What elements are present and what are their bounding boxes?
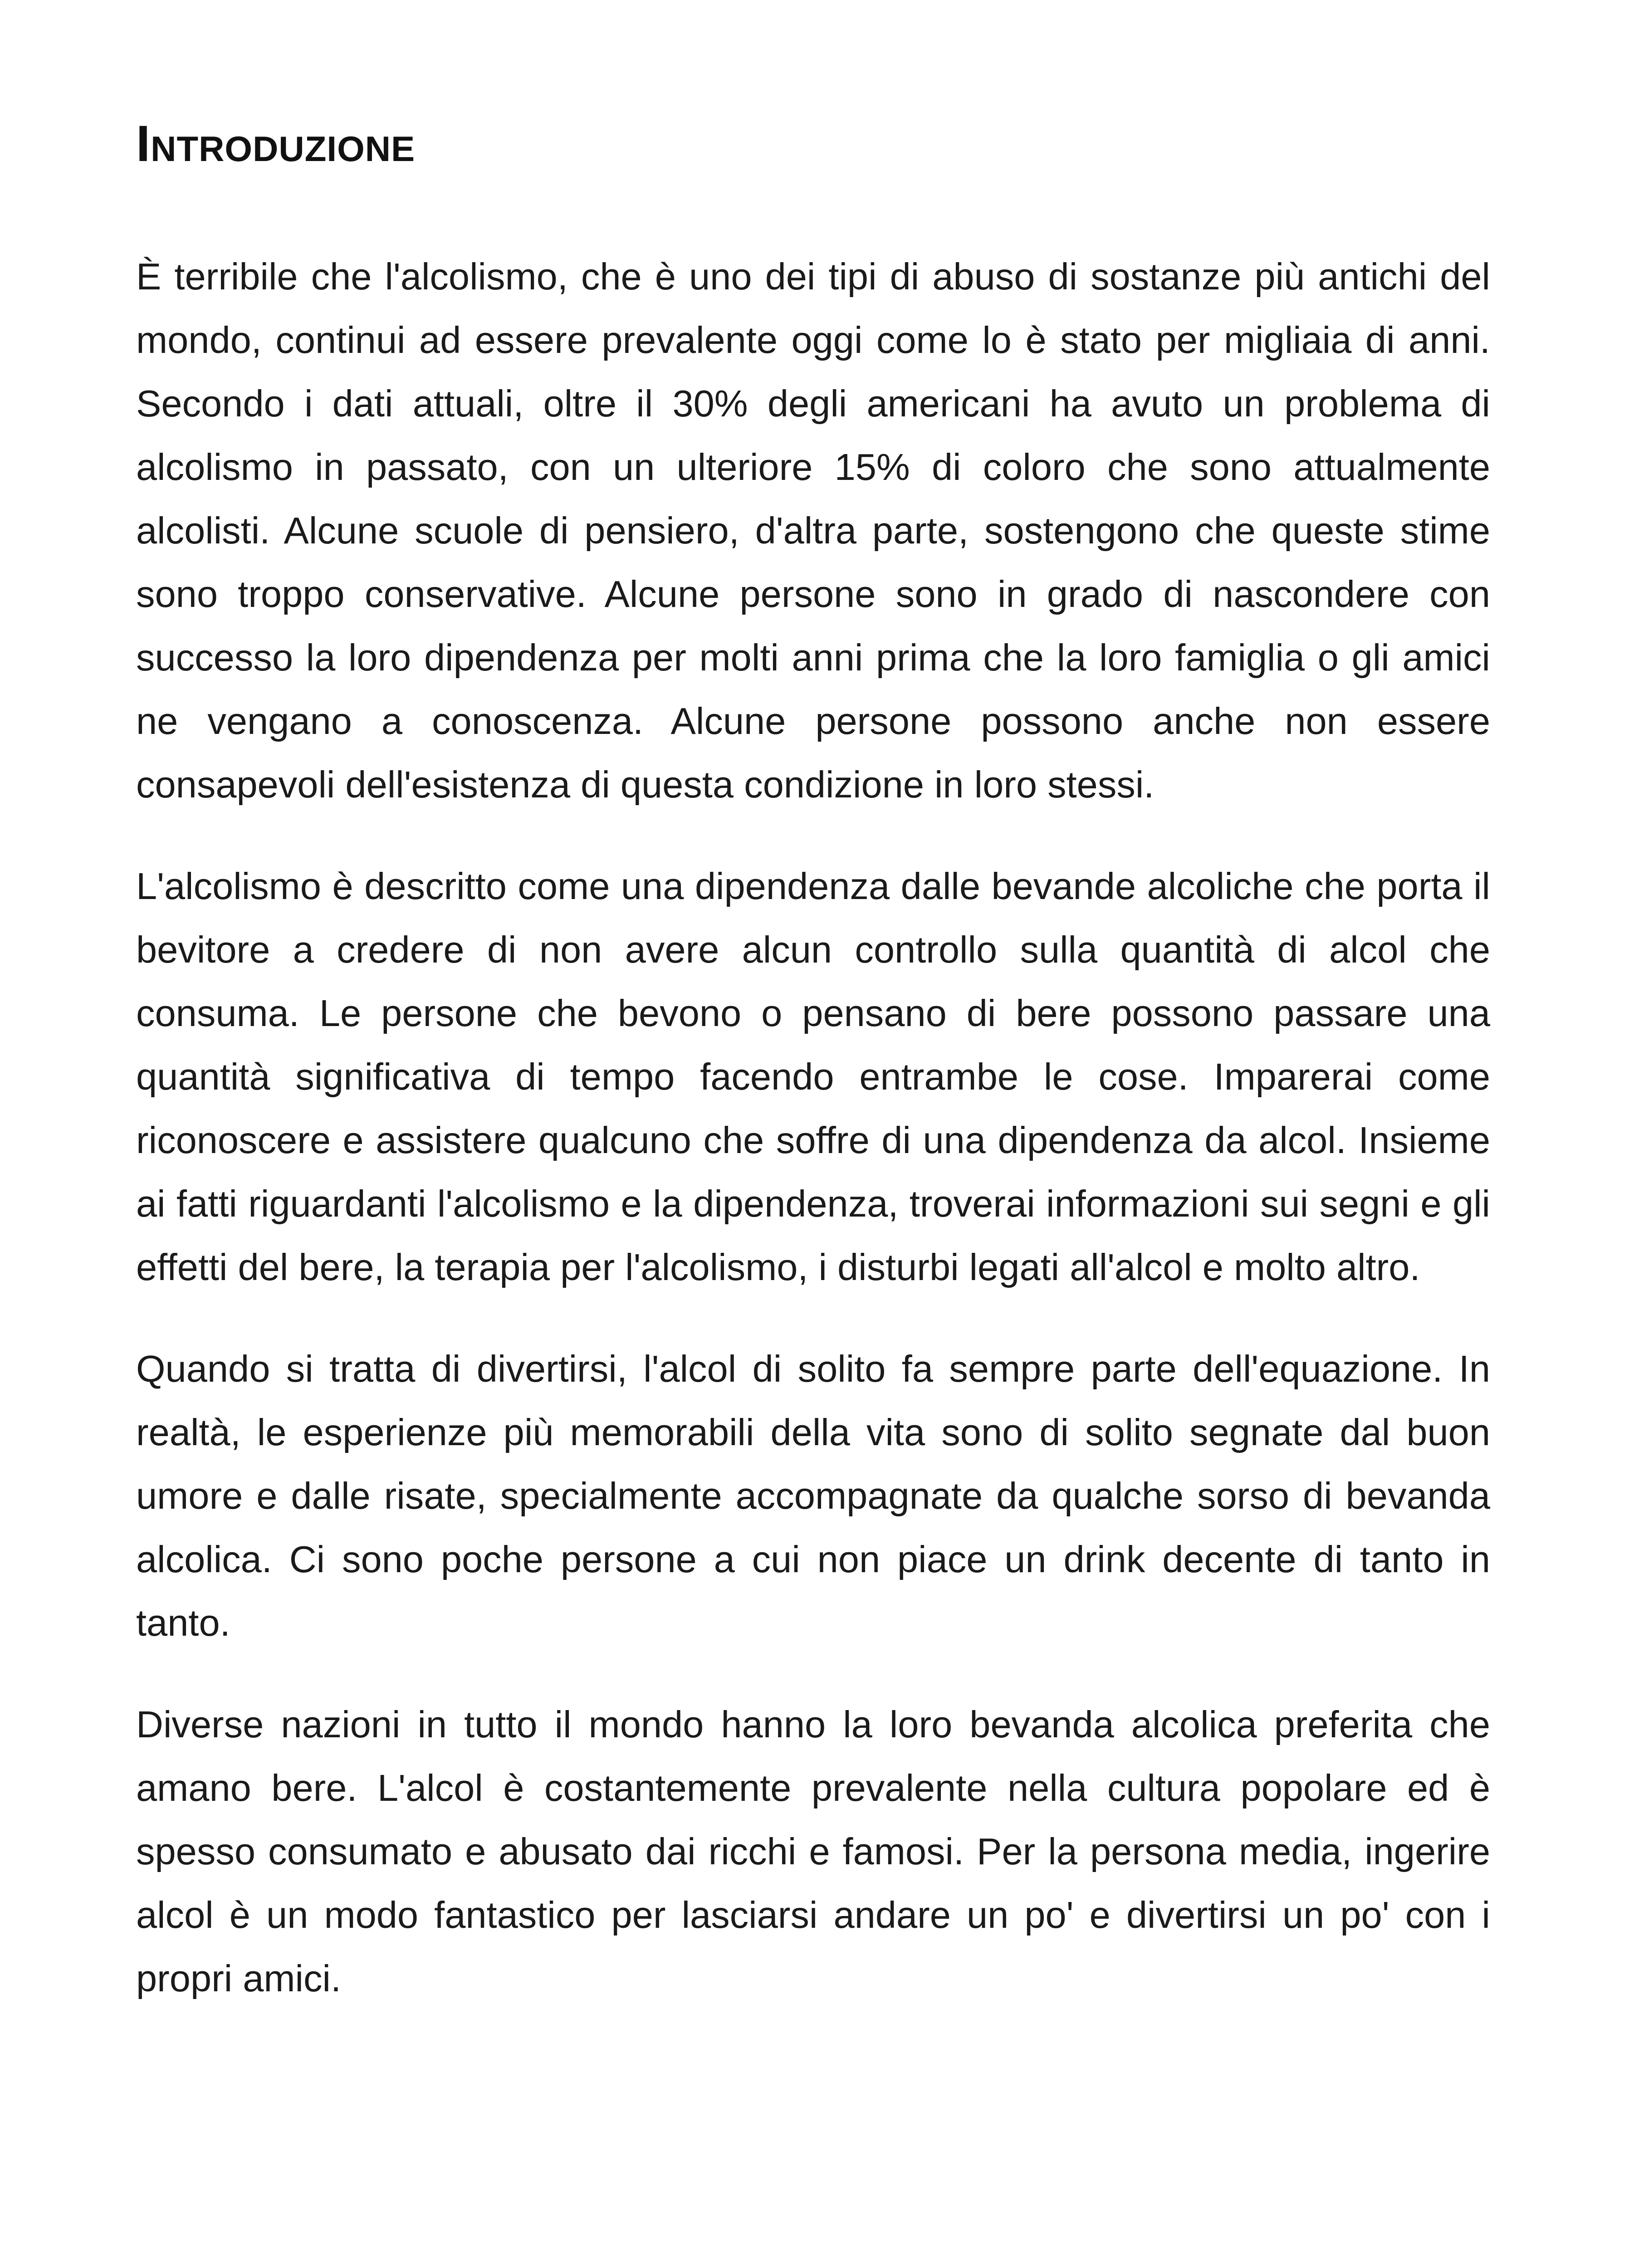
paragraph-4: Diverse nazioni in tutto il mondo hanno la loro bevanda alcolica preferita che amano bere. L'alcol è costantemente prevalente nella cultura popolare ed è spesso consumato e abusato dai ricchi e famosi. Per la persona media, ingerire alcol è un modo fantastico per lasciarsi andare un po' e divertirsi un po' con i propri amici. [136,1703,1490,1999]
body-text [136,245,1490,2048]
paragraph-3: Quando si tratta di divertirsi, l'alcol di solito fa sempre parte dell'equazione. In realtà, le esperienze più memorabili della vita sono di solito segnate dal buon umore e dalle risate, specialmente accompagnate da qualche sorso di bevanda alcolica. Ci sono poche persone a cui non piace un drink decente di tanto in tanto. [136,1348,1490,1644]
chapter-heading: Introduzione [136,115,416,172]
paragraph-1: È terribile che l'alcolismo, che è uno dei tipi di abuso di sostanze più antichi del mondo, continui ad essere prevalente oggi come lo è stato per migliaia di anni. Secondo i dati attuali, oltre il 30% degli americani ha avuto un problema di alcolismo in passato, con un ulteriore 15% di coloro che sono attualmente alcolisti. Alcune scuole di pensiero, d'altra parte, sostengono che queste stime sono troppo conservative. Alcune persone sono in grado di nascondere con successo la loro dipendenza per molti anni prima che la loro famiglia o gli amici ne vengano a conoscenza. Alcune persone possono anche non essere consapevoli dell'esistenza di questa condizione in loro stessi. [136,255,1490,806]
paragraph-2: L'alcolismo è descritto come una dipendenza dalle bevande alcoliche che porta il bevitore a credere di non avere alcun controllo sulla quantità di alcol che consuma. Le persone che bevono o pensano di bere possono passare una quantità significativa di tempo facendo entrambe le cose. Imparerai come riconoscere e assistere qualcuno che soffre di una dipendenza da alcol. Insieme ai fatti riguardanti l'alcolismo e la dipendenza, troverai informazioni sui segni e gli effetti del bere, la terapia per l'alcolismo, i disturbi legati all'alcol e molto altro. [136,865,1490,1288]
